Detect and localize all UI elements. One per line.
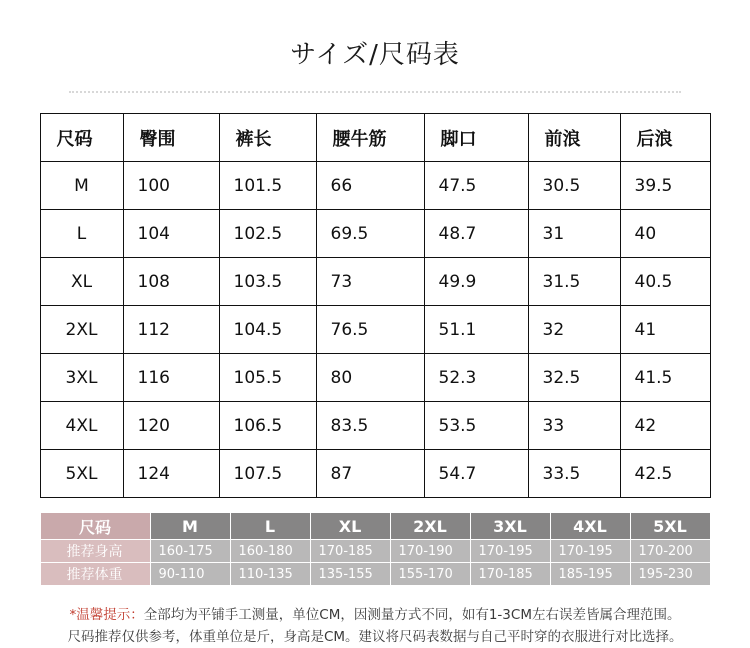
cell-front-rise: 33.5 xyxy=(528,450,620,498)
rec-height-3xl: 170-195 xyxy=(470,540,550,563)
cell-waist-elastic: 66 xyxy=(316,162,424,210)
rec-height-2xl: 170-190 xyxy=(390,540,470,563)
rec-weight-l: 110-135 xyxy=(230,563,310,586)
note-line-1 xyxy=(25,604,725,626)
cell-hip: 100 xyxy=(123,162,219,210)
cell-front-rise: 31 xyxy=(528,210,620,258)
note-label: *温馨提示： xyxy=(69,607,144,623)
cell-back-rise: 39.5 xyxy=(620,162,710,210)
note-text-1: 全部均为平铺手工测量，单位CM，因测量方式不同，如有1-3CM左右误差皆属合理范围。 xyxy=(143,607,681,623)
rec-height-xl: 170-185 xyxy=(310,540,390,563)
cell-back-rise: 40.5 xyxy=(620,258,710,306)
cell-waist-elastic: 80 xyxy=(316,354,424,402)
rec-header-xl: XL xyxy=(310,513,390,540)
cell-hip: 112 xyxy=(123,306,219,354)
table-row xyxy=(40,210,710,258)
rec-weight-2xl: 155-170 xyxy=(390,563,470,586)
cell-back-rise: 42 xyxy=(620,402,710,450)
cell-hip: 116 xyxy=(123,354,219,402)
rec-weight-xl: 135-155 xyxy=(310,563,390,586)
cell-leg-opening: 53.5 xyxy=(424,402,528,450)
rec-row-label: 推荐体重 xyxy=(40,563,150,586)
cell-back-rise: 41 xyxy=(620,306,710,354)
cell-size: 5XL xyxy=(40,450,123,498)
rec-weight-4xl: 185-195 xyxy=(550,563,630,586)
cell-hip: 124 xyxy=(123,450,219,498)
note-line-2: 尺码推荐仅供参考，体重单位是斤，身高是CM。建议将尺码表数据与自己平时穿的衣服进行对比选择。 xyxy=(67,629,683,645)
cell-leg-opening: 51.1 xyxy=(424,306,528,354)
column-header-waist-elastic: 腰牛筋 xyxy=(316,114,424,162)
table-row xyxy=(40,162,710,210)
cell-length: 103.5 xyxy=(219,258,316,306)
cell-leg-opening: 48.7 xyxy=(424,210,528,258)
cell-length: 102.5 xyxy=(219,210,316,258)
cell-hip: 108 xyxy=(123,258,219,306)
rec-header-m: M xyxy=(150,513,230,540)
footer-notes xyxy=(25,604,725,648)
column-header-back-rise: 后浪 xyxy=(620,114,710,162)
cell-size: M xyxy=(40,162,123,210)
cell-front-rise: 30.5 xyxy=(528,162,620,210)
table-header-row xyxy=(40,114,710,162)
cell-size: 2XL xyxy=(40,306,123,354)
column-header-size: 尺码 xyxy=(40,114,123,162)
title-divider xyxy=(69,91,681,93)
recommended-weight-row xyxy=(40,563,710,586)
table-row xyxy=(40,354,710,402)
cell-back-rise: 40 xyxy=(620,210,710,258)
rec-height-m: 160-175 xyxy=(150,540,230,563)
cell-waist-elastic: 76.5 xyxy=(316,306,424,354)
cell-leg-opening: 49.9 xyxy=(424,258,528,306)
cell-size: L xyxy=(40,210,123,258)
rec-header-l: L xyxy=(230,513,310,540)
recommended-height-row xyxy=(40,540,710,563)
table-row xyxy=(40,258,710,306)
table-row xyxy=(40,450,710,498)
rec-row-label: 推荐身高 xyxy=(40,540,150,563)
rec-header-5xl: 5XL xyxy=(630,513,710,540)
cell-waist-elastic: 83.5 xyxy=(316,402,424,450)
cell-length: 106.5 xyxy=(219,402,316,450)
cell-leg-opening: 47.5 xyxy=(424,162,528,210)
cell-front-rise: 33 xyxy=(528,402,620,450)
rec-header-3xl: 3XL xyxy=(470,513,550,540)
cell-back-rise: 42.5 xyxy=(620,450,710,498)
cell-front-rise: 31.5 xyxy=(528,258,620,306)
cell-length: 105.5 xyxy=(219,354,316,402)
rec-height-4xl: 170-195 xyxy=(550,540,630,563)
cell-front-rise: 32 xyxy=(528,306,620,354)
cell-front-rise: 32.5 xyxy=(528,354,620,402)
measurement-table xyxy=(40,113,711,498)
cell-length: 104.5 xyxy=(219,306,316,354)
cell-size: XL xyxy=(40,258,123,306)
table-row xyxy=(40,402,710,450)
cell-waist-elastic: 73 xyxy=(316,258,424,306)
rec-header-4xl: 4XL xyxy=(550,513,630,540)
cell-hip: 120 xyxy=(123,402,219,450)
rec-height-5xl: 170-200 xyxy=(630,540,710,563)
page-title: サイズ/尺码表 xyxy=(290,40,460,70)
rec-header-size: 尺码 xyxy=(40,513,150,540)
cell-waist-elastic: 87 xyxy=(316,450,424,498)
cell-size: 4XL xyxy=(40,402,123,450)
rec-weight-5xl: 195-230 xyxy=(630,563,710,586)
cell-hip: 104 xyxy=(123,210,219,258)
cell-waist-elastic: 69.5 xyxy=(316,210,424,258)
cell-length: 107.5 xyxy=(219,450,316,498)
cell-back-rise: 41.5 xyxy=(620,354,710,402)
cell-size: 3XL xyxy=(40,354,123,402)
rec-height-l: 160-180 xyxy=(230,540,310,563)
recommendation-header-row xyxy=(40,513,710,540)
cell-length: 101.5 xyxy=(219,162,316,210)
rec-weight-3xl: 170-185 xyxy=(470,563,550,586)
rec-header-2xl: 2XL xyxy=(390,513,470,540)
rec-weight-m: 90-110 xyxy=(150,563,230,586)
column-header-length: 裤长 xyxy=(219,114,316,162)
column-header-hip: 臀围 xyxy=(123,114,219,162)
column-header-front-rise: 前浪 xyxy=(528,114,620,162)
cell-leg-opening: 52.3 xyxy=(424,354,528,402)
recommendation-table xyxy=(40,512,711,586)
table-row xyxy=(40,306,710,354)
column-header-leg-opening: 脚口 xyxy=(424,114,528,162)
cell-leg-opening: 54.7 xyxy=(424,450,528,498)
